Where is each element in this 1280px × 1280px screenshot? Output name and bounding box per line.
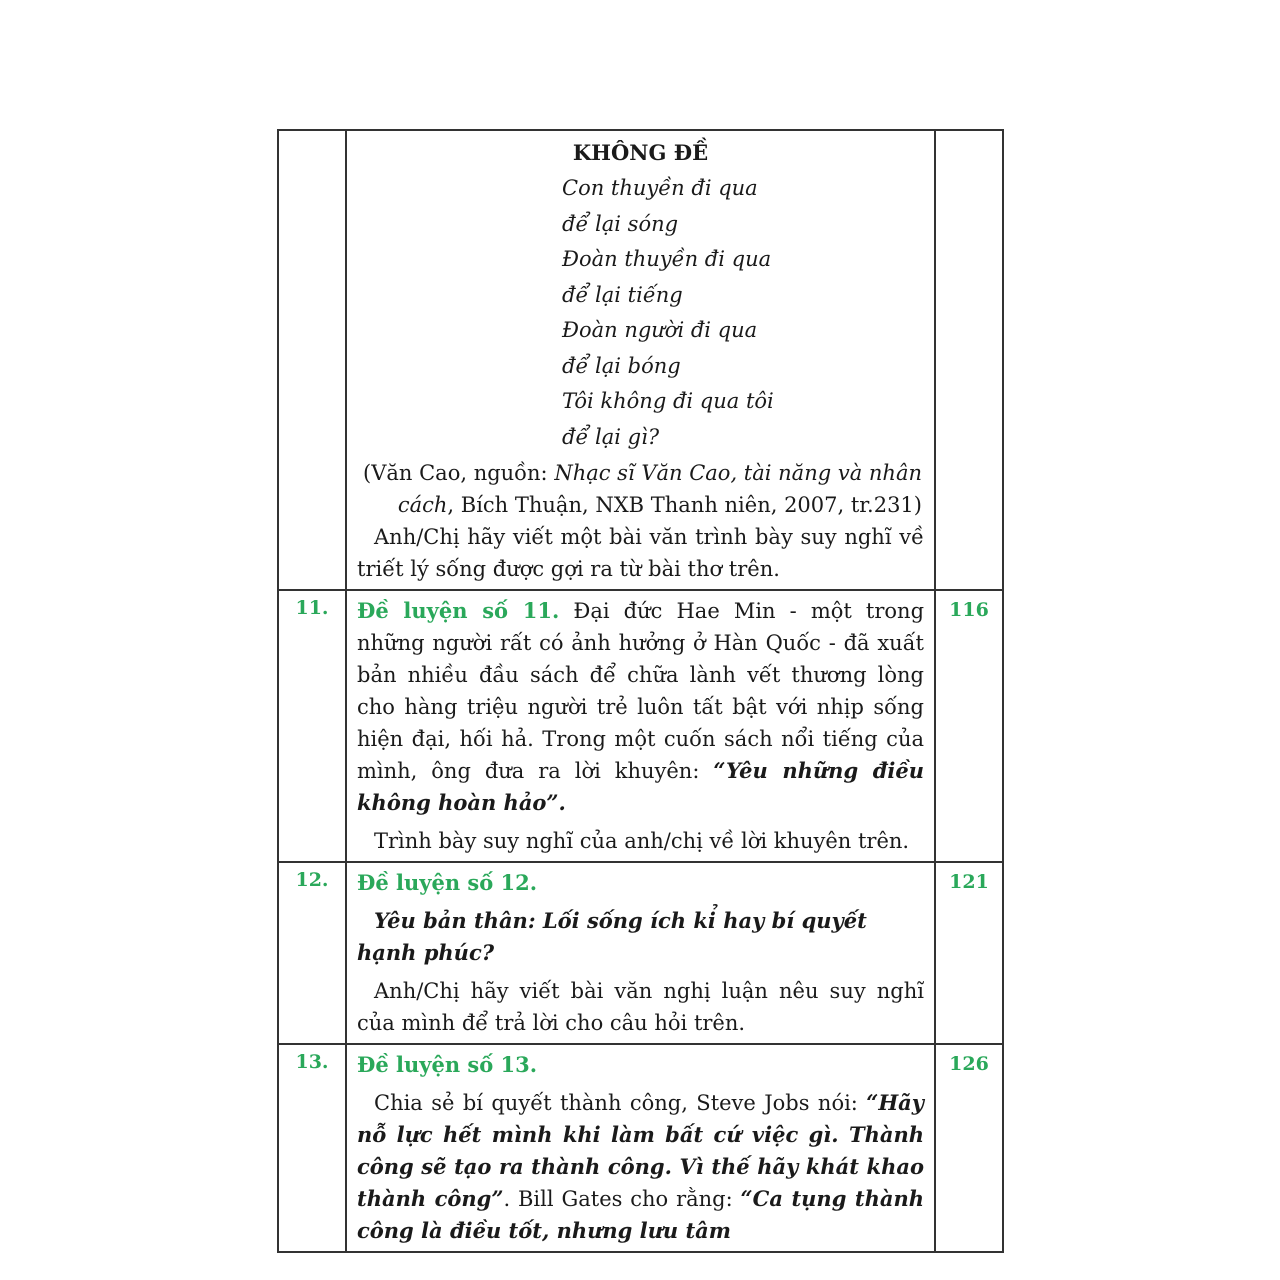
poem-line: Đoàn thuyền đi qua [562, 247, 772, 271]
poem-line: Đoàn người đi qua [562, 318, 758, 342]
poem-line: để lại tiếng [562, 282, 683, 307]
row-number-cell: 11. [278, 590, 346, 862]
poem-line: Tôi không đi qua tôi [562, 389, 774, 413]
poem-title: KHÔNG ĐỀ [572, 140, 709, 165]
page-number-cell: 121 [935, 862, 1003, 1044]
table-row [278, 1044, 1003, 1252]
content-cell [346, 590, 935, 862]
poem-line: Con thuyền đi qua [562, 176, 758, 200]
exercise-body: Chia sẻ bí quyết thành công, Steve Jobs nói: “Hãy nỗ lực hết mình khi làm bất cứ việc gì. Thành công sẽ tạo ra thành công. Vì thế hãy khát khao thành công”. Bill Gates cho rằng: “Ca tụng thành công là điều tốt, nhưng lưu tâm [357, 1090, 924, 1243]
exercise-heading: Đề luyện số 12. [357, 870, 538, 895]
page-number-cell: 116 [935, 590, 1003, 862]
content-cell [346, 1044, 935, 1252]
content-cell [346, 130, 935, 590]
page-number-cell: 126 [935, 1044, 1003, 1252]
poem-line: để lại sóng [562, 211, 679, 236]
poem-line: để lại gì? [562, 424, 660, 449]
poem-line: để lại bóng [562, 353, 681, 378]
row-number-cell: 13. [278, 1044, 346, 1252]
quote: “Ca tụng thành công là điều tốt, nhưng lưu tâm [357, 1186, 924, 1243]
content-cell [346, 862, 935, 1044]
table-row [278, 590, 1003, 862]
table-of-contents [277, 129, 1004, 1253]
table-row [278, 130, 1003, 590]
exercise-heading: Đề luyện số 13. [357, 1052, 538, 1077]
exercise-question: Yêu bản thân: Lối sống ích kỉ hay bí quyết hạnh phúc? [357, 908, 867, 965]
row-number-cell [278, 130, 346, 590]
row-number-cell: 12. [278, 862, 346, 1044]
exercise-heading: Đề luyện số 11. [357, 598, 560, 623]
quote: “Hãy nỗ lực hết mình khi làm bất cứ việc gì. Thành công sẽ tạo ra thành công. Vì thế hãy khát khao thành công” [357, 1090, 924, 1211]
poem-source: (Văn Cao, nguồn: Nhạc sĩ Văn Cao, tài năng và nhân cách, Bích Thuận, NXB Thanh niên, 2007, tr.231) [363, 461, 922, 517]
exercise-prompt: Anh/Chị hãy viết một bài văn trình bày suy nghĩ về triết lý sống được gợi ra từ bài thơ trên. [357, 525, 924, 581]
exercise-prompt: Trình bày suy nghĩ của anh/chị về lời khuyên trên. [374, 829, 910, 853]
quote: “Yêu những điều không hoàn hảo”. [357, 758, 924, 815]
exercise-body: Đề luyện số 11. Đại đức Hae Min - một trong những người rất có ảnh hưởng ở Hàn Quốc - đã xuất bản nhiều đầu sách để chữa lành vết thương lòng cho hàng triệu người trẻ luôn tất bật với nhịp sống hiện đại, hối hả. Trong một cuốn sách nổi tiếng của mình, ông đưa ra lời khuyên: “Yêu những điều không hoàn hảo”. [357, 598, 925, 815]
table-row [278, 862, 1003, 1044]
poem [357, 171, 924, 455]
page-number-cell [935, 130, 1003, 590]
exercise-prompt: Anh/Chị hãy viết bài văn nghị luận nêu suy nghĩ của mình để trả lời cho câu hỏi trên. [357, 979, 924, 1035]
